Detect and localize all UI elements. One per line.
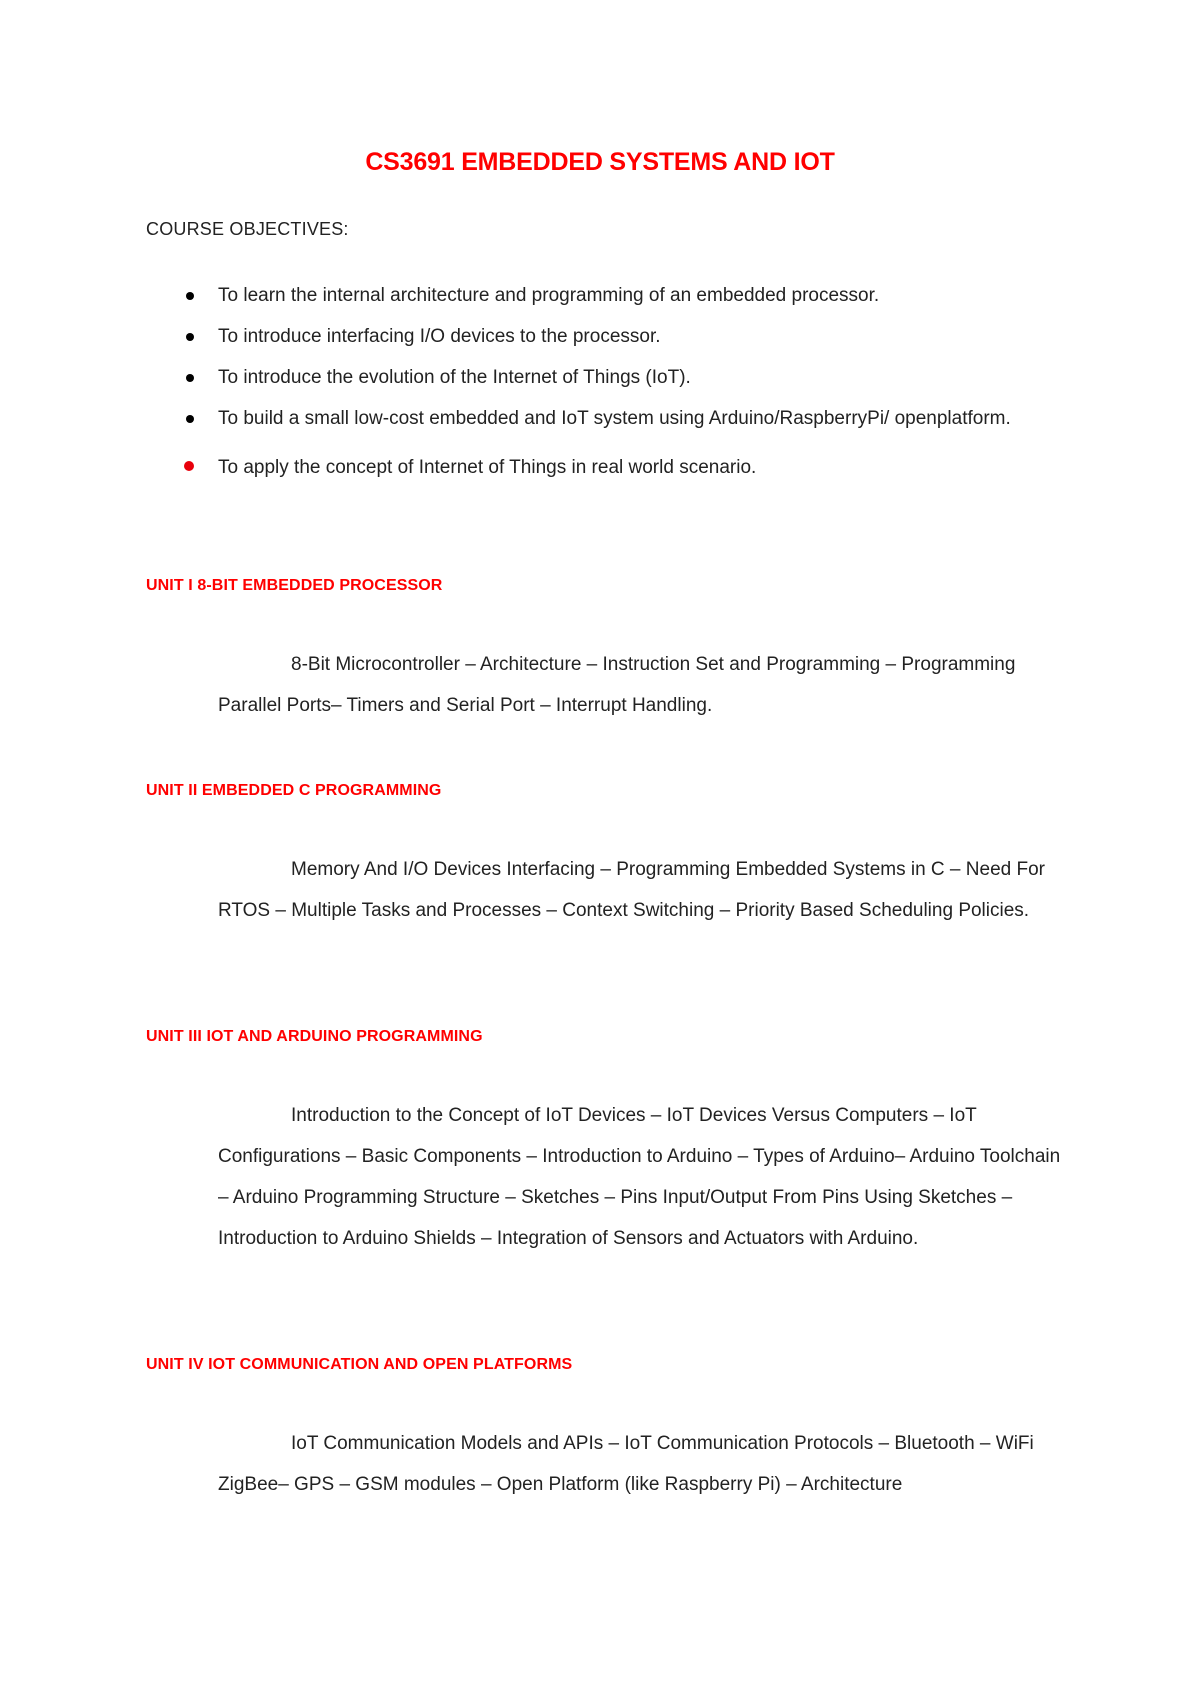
red-bullet-icon [184,461,194,471]
bullet-icon [186,333,194,341]
objective-item [146,357,1086,398]
objective-text: To introduce the evolution of the Internet of Things (IoT). [218,367,691,388]
unit-2-body: Memory And I/O Devices Interfacing – Programming Embedded Systems in C – Need For RTOS – Multiple Tasks and Processes – Context Switching – Priority Based Scheduling Policies. [218,859,1045,921]
bullet-icon [186,292,194,300]
unit-1-body: 8-Bit Microcontroller – Architecture – Instruction Set and Programming – Programming Parallel Ports– Timers and Serial Port – Interrupt Handling. [218,654,1016,716]
objective-item [146,447,1086,488]
objective-item [146,316,1086,357]
document-title: CS3691 EMBEDDED SYSTEMS AND IOT [365,148,835,176]
objective-text: To apply the concept of Internet of Things in real world scenario. [218,457,757,478]
unit-1-heading: UNIT I 8-BIT EMBEDDED PROCESSOR [146,577,443,594]
unit-3-body: Introduction to the Concept of IoT Devices – IoT Devices Versus Computers – IoT Configurations – Basic Components – Introduction to Arduino – Types of Arduino– Arduino Toolchain – Arduino Programming Structure – Sketches – Pins Input/Output From Pins Using Sketches – Introduction to Arduino Shields – Integration of Sensors and Actuators with Arduino. [218,1105,1061,1249]
objective-text: To introduce interfacing I/O devices to the processor. [218,326,661,347]
objectives-heading: COURSE OBJECTIVES: [146,219,349,239]
objective-item [146,275,1086,316]
unit-4-heading: UNIT IV IOT COMMUNICATION AND OPEN PLATFORMS [146,1356,573,1373]
objective-item [146,398,1086,439]
bullet-icon [186,415,194,423]
bullet-icon [186,374,194,382]
unit-4-body: IoT Communication Models and APIs – IoT Communication Protocols – Bluetooth – WiFi ZigBee– GPS – GSM modules – Open Platform (like Raspberry Pi) – Architecture [218,1433,1034,1495]
objective-text: To build a small low-cost embedded and IoT system using Arduino/RaspberryPi/ openplatform. [218,408,1011,429]
unit-3-heading: UNIT III IOT AND ARDUINO PROGRAMMING [146,1028,483,1045]
objective-text: To learn the internal architecture and programming of an embedded processor. [218,285,880,306]
objectives-list [146,275,1086,488]
unit-2-heading: UNIT II EMBEDDED C PROGRAMMING [146,782,442,799]
